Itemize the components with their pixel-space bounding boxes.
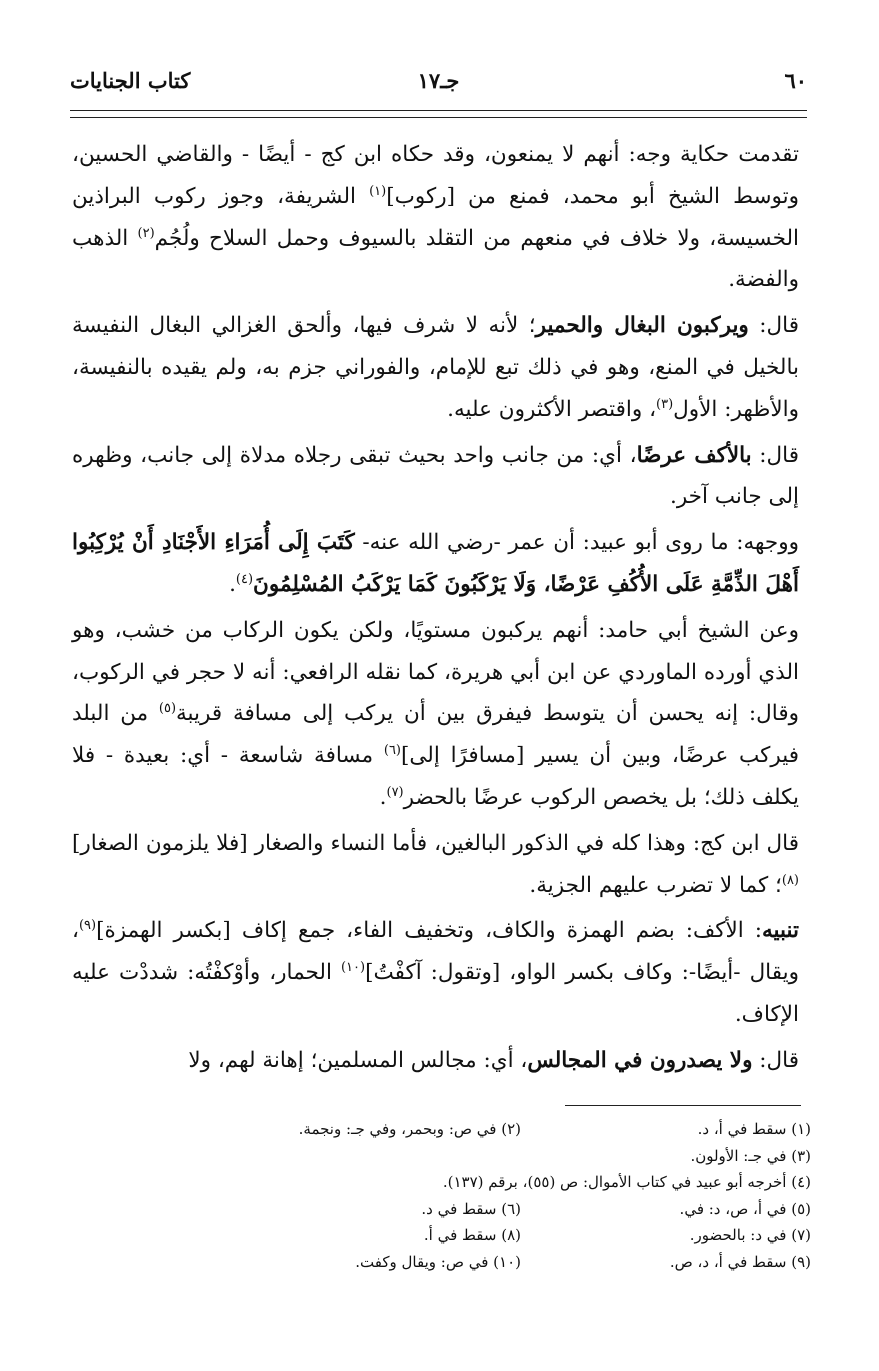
footnote: (٦) سقط في د. — [421, 1199, 521, 1218]
footnote — [120, 1143, 521, 1170]
text-segment: ، واقتصر الأكثرون عليه. — [447, 396, 657, 422]
main-text — [72, 134, 799, 1086]
footnote-row — [120, 1222, 811, 1249]
footnote-separator — [565, 1105, 801, 1106]
emphasized-text: ولا يصدرون في المجالس — [527, 1047, 753, 1073]
footnote-row — [120, 1196, 811, 1223]
text-segment: قال ابن كج: وهذا كله في الذكور البالغين، فأما النساء والصغار [فلا يلزمون الصغار] — [72, 830, 799, 856]
footnote-row — [120, 1169, 811, 1196]
footnote-ref: (٣) — [656, 396, 674, 412]
text-segment: ؛ كما لا تضرب عليهم الجزية. — [529, 872, 782, 898]
footnote: (٨) سقط في أ. — [423, 1226, 521, 1244]
footnote-ref: (٦) — [383, 743, 401, 758]
footnote-ref: (١) — [369, 183, 387, 199]
footnote-row — [120, 1116, 811, 1143]
text-segment: الشريفة، وجوز ركوب البراذين الخسيسة، ولا خلاف في منعهم من التقلد بالسيوف وحمل السلاح ولُجُم — [72, 183, 800, 251]
footnote-ref: (٤) — [235, 571, 254, 587]
text-segment: . — [229, 571, 236, 597]
emphasized-text: كَتَبَ إِلَى أُمَرَاءِ الأَجْنَادِ أَنْ يُرْكِبُوا أَهْلَ الذِّمَّةِ عَلَى الأُكُفِ عَرْضًا، وَلَا يَرْكَبُونَ كَمَا يَرْكَبُ المُسْلِمُونَ — [72, 530, 799, 597]
emphasized-text: ويركبون البغال والحمير — [535, 313, 749, 339]
paragraph — [72, 522, 799, 606]
book-title: كتاب الجنايات — [70, 68, 191, 93]
text-segment: ، ويقال -أيضًا-: وكاف بكسر الواو، [وتقول: آكفْتُ] — [72, 918, 799, 986]
running-header — [70, 68, 807, 108]
footnote — [120, 1169, 521, 1196]
paragraph — [72, 910, 799, 1035]
text-segment: قال: — [752, 1047, 799, 1073]
text-segment: قال: — [748, 313, 799, 339]
paragraph — [72, 134, 799, 301]
footnote: (٢) في ص: وبحمر، وفي جـ: ونجمة. — [298, 1120, 521, 1138]
text-segment: وعن الشيخ أبي حامد: أنهم يركبون مستويًا، ولكن يكون الركاب من خشب، وهو الذي أورده الماوردي عن ابن أبي هريرة، كما نقله الرافعي: أنه لا حجر في الركوب، وقال: إنه يحسن أن يتوسط فيفرق بين أن يركب إلى مسافة قريبة — [72, 617, 799, 727]
header-rule-bottom — [70, 117, 807, 118]
footnotes — [120, 1116, 811, 1275]
footnote: (٤) أخرجه أبو عبيد في كتاب الأموال: ص (٥٥)، برقم (١٣٧). — [442, 1173, 811, 1191]
page-number: ٦٠ — [784, 68, 807, 93]
footnote-ref: (٨) — [781, 872, 799, 888]
footnote: (١٠) في ص: ويقال وكفت. — [355, 1252, 521, 1271]
footnote: (٧) في د: بالحضور. — [689, 1226, 811, 1244]
text-segment: مسافة شاسعة - أي: بعيدة - فلا يكلف ذلك؛ بل يخصص الركوب عرضًا بالحضر — [72, 743, 799, 810]
paragraph — [72, 1040, 799, 1082]
text-segment: الحمار، وأوْكفْتُه: شددْت عليه الإكاف. — [72, 960, 799, 1027]
text-segment: ، أي: من جانب واحد بحيث تبقى رجلاه مدلاة إلى جانب، وظهره إلى جانب آخر. — [72, 442, 799, 510]
emphasized-text: تنبيه — [762, 918, 799, 944]
footnote-ref: (١٠) — [340, 959, 366, 975]
footnote-row — [120, 1143, 811, 1170]
text-segment: الذهب والفضة. — [72, 225, 799, 293]
text-segment: ووجهه: ما روى أبو عبيد: أن عمر -رضي الله عنه- — [354, 530, 799, 556]
footnote-ref: (٧) — [386, 784, 404, 800]
text-segment: من البلد فيركب عرضًا، وبين أن يسير [مسافرًا إلى] — [72, 701, 799, 769]
paragraph — [72, 305, 799, 430]
footnote-ref: (٢) — [137, 225, 155, 241]
footnote: (٥) في أ، ص، د: في. — [679, 1199, 811, 1218]
paragraph — [72, 610, 799, 819]
text-segment: . — [379, 784, 387, 810]
text-segment: : الأكف: بضم الهمزة والكاف، وتخفيف الفاء، جمع إكاف [بكسر الهمزة] — [96, 918, 763, 944]
text-segment: ؛ لأنه لا شرف فيها، وألحق الغزالي البغال النفيسة بالخيل في المنع، وهو في ذلك تبع للإمام، والفوراني جزم به، ولم يقيده بالنفيسة، والأظهر: الأول — [72, 313, 799, 422]
footnote: (١) سقط في أ، د. — [697, 1120, 811, 1138]
text-segment: تقدمت حكاية وجه: أنهم لا يمنعون، وقد حكاه ابن كج - أيضًا - والقاضي الحسين، وتوسط الشيخ أبو محمد، فمنع من [ركوب] — [72, 142, 799, 209]
header-rule-top — [70, 110, 807, 111]
text-segment: ، أي: مجالس المسلمين؛ إهانة لهم، ولا — [188, 1047, 528, 1073]
emphasized-text: بالأكف عرضًا — [636, 442, 752, 468]
footnote-ref: (٥) — [158, 701, 177, 717]
paragraph — [72, 823, 799, 907]
footnote: (٩) سقط في أ، د، ص. — [669, 1252, 811, 1271]
text-segment: قال: — [751, 442, 799, 468]
footnote: (٣) في جـ: الأولون. — [690, 1146, 811, 1165]
paragraph — [72, 435, 799, 519]
footnote-row — [120, 1249, 811, 1276]
footnote-ref: (٩) — [78, 918, 97, 934]
volume-label: جـ١٧ — [417, 68, 460, 93]
